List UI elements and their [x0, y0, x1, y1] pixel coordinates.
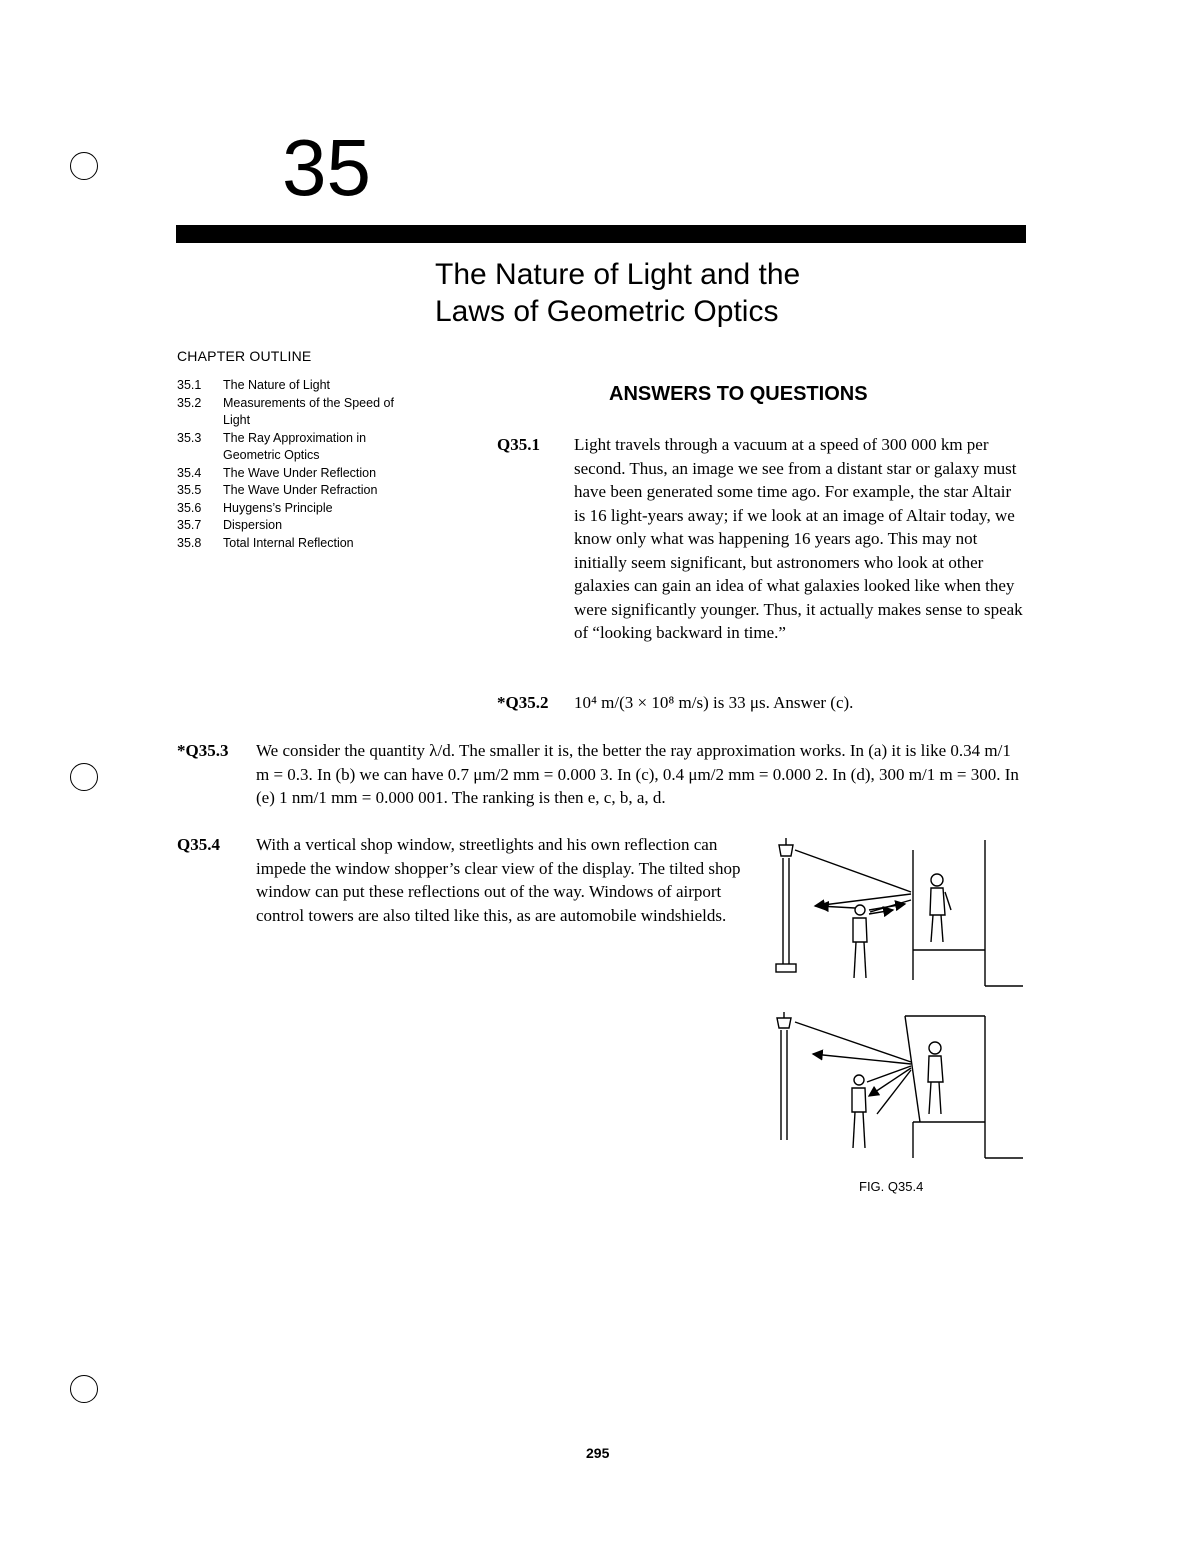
shop-window-figure: [765, 830, 1027, 1170]
page-number: 295: [586, 1445, 610, 1461]
outline-list: [177, 377, 417, 552]
question-label-q35-3: *Q35.3: [177, 741, 229, 760]
question-label-q35-2: *Q35.2: [497, 693, 549, 712]
outline-item: [177, 535, 417, 553]
outline-item: [177, 465, 417, 483]
chapter-number: 35: [282, 123, 371, 212]
punch-hole-top: [70, 152, 98, 180]
chapter-title-line-2: Laws of Geometric Optics: [435, 295, 779, 328]
answer-text-q35-3: We consider the quantity λ/d. The smaller it is, the better the ray approximation works. In (a) it is like 0.34 m/1 m = 0.3. In (b) we can have 0.7 μm/2 mm = 0.000 3. In (c), 0.4 μm/2 mm = 0.000 2. In (d), 300 m/1 m = 300. In (e) 1 nm/1 mm = 0.000 001. The ranking is then e, c, b, a, d.: [256, 741, 1019, 807]
shop-building-bottom: [905, 1016, 1023, 1158]
outline-item-number: 35.1: [177, 378, 202, 392]
title-rule: [176, 225, 1026, 243]
punch-hole-bottom: [70, 1375, 98, 1403]
outline-item-number: 35.4: [177, 465, 202, 480]
question-label-q35-1: Q35.1: [497, 435, 540, 454]
outline-item-title: The Wave Under Refraction: [223, 483, 378, 497]
shopper-bottom: [852, 1075, 866, 1148]
outline-item-number: 35.2: [177, 395, 202, 410]
outline-item: [177, 482, 417, 500]
outline-item: [177, 430, 417, 465]
outline-item: [177, 517, 417, 535]
streetlamp-top: [776, 838, 796, 972]
outline-item-number: 35.8: [177, 535, 202, 550]
outline-item-number: 35.5: [177, 483, 202, 497]
outline-item-number: 35.6: [177, 500, 202, 515]
shopkeeper-bottom: [928, 1042, 943, 1114]
light-rays-top: [795, 850, 911, 914]
outline-item-title: Dispersion: [223, 518, 283, 532]
shopkeeper-top: [930, 874, 951, 942]
chapter-title: [435, 256, 800, 330]
outline-item-title: Measurements of the Speed of Light: [223, 395, 394, 427]
streetlamp-bottom: [777, 1012, 791, 1140]
question-label-q35-4: Q35.4: [177, 835, 220, 854]
outline-heading: CHAPTER OUTLINE: [177, 348, 312, 364]
answer-text-q35-2: 10⁴ m/(3 × 10⁸ m/s) is 33 μs. Answer (c).: [574, 693, 854, 712]
outline-item-number: 35.3: [177, 430, 202, 445]
chapter-title-line-1: The Nature of Light and the: [435, 258, 801, 291]
outline-item-title: Huygens’s Principle: [223, 500, 333, 515]
answers-heading: ANSWERS TO QUESTIONS: [609, 383, 868, 405]
outline-item: [177, 377, 417, 395]
outline-item-number: 35.7: [177, 518, 202, 532]
punch-hole-middle: [70, 763, 98, 791]
outline-item: [177, 395, 417, 430]
outline-item-title: The Nature of Light: [223, 378, 331, 392]
outline-item: [177, 500, 417, 518]
shopper-top: [853, 905, 867, 978]
figure-caption: FIG. Q35.4: [859, 1179, 924, 1194]
light-rays-bottom: [795, 1022, 911, 1114]
outline-item-title: The Ray Approximation in Geometric Optics: [223, 430, 367, 462]
answer-text-q35-4: With a vertical shop window, streetlights and his own reflection can impede the window shopper’s clear view of the display. The tilted shop window can put these reflections out of the way. Windows of airport control towers are also tilted like this, as are automobile windshields.: [256, 835, 741, 925]
outline-item-title: The Wave Under Reflection: [223, 465, 377, 480]
answer-text-q35-1: Light travels through a vacuum at a speed of 300 000 km per second. Thus, an image we see from a distant star or galaxy must have been generated some time ago. For example, the star Altair is 16 light-years away; if we look at an image of Altair today, we know only what was happening 16 years ago. This may not initially seem significant, but astronomers who look at other galaxies can gain an idea of what galaxies looked like when they were significantly younger. Thus, it actually makes sense to speak of “looking backward in time.”: [574, 435, 1023, 642]
outline-item-title: Total Internal Reflection: [223, 535, 354, 550]
